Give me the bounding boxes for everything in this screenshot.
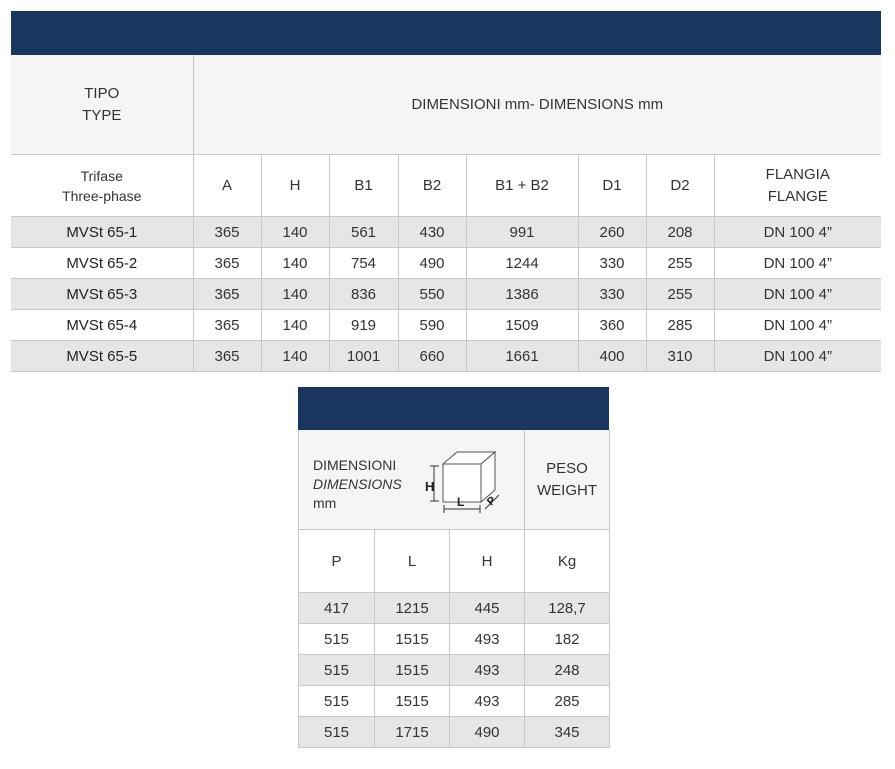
col-header-b1-b2: B1 + B2 [466, 155, 578, 217]
value-kg: 128,7 [525, 593, 610, 624]
packaging-table-banner [298, 387, 609, 430]
box-dimensions-icon [425, 447, 509, 517]
value-d2: 255 [646, 279, 714, 310]
flange-header-it: FLANGIA [765, 165, 830, 183]
phase-header-it: Trifase [80, 167, 123, 184]
type-header-en: TYPE [82, 106, 122, 124]
value-a: 365 [193, 279, 261, 310]
value-l: 1715 [375, 717, 450, 748]
value-b1-b2: 1661 [466, 341, 578, 372]
value-h: 140 [261, 248, 329, 279]
table-row [299, 686, 610, 717]
value-b1: 561 [329, 217, 398, 248]
value-b1-b2: 1509 [466, 310, 578, 341]
value-b1-b2: 991 [466, 217, 578, 248]
value-b1: 754 [329, 248, 398, 279]
table-row [299, 655, 610, 686]
value-flange: DN 100 4” [714, 341, 881, 372]
model-cell: MVSt 65-2 [11, 248, 193, 279]
value-l: 1215 [375, 593, 450, 624]
value-d1: 330 [578, 279, 646, 310]
value-p: 515 [299, 655, 375, 686]
value-d2: 285 [646, 310, 714, 341]
value-l: 1515 [375, 686, 450, 717]
value-h: 140 [261, 217, 329, 248]
packaging-grid [298, 430, 610, 748]
type-header-it: TIPO [84, 84, 120, 102]
table-row [299, 624, 610, 655]
value-flange: DN 100 4” [714, 279, 881, 310]
value-d1: 260 [578, 217, 646, 248]
weight-header [525, 430, 610, 530]
value-h: 490 [450, 717, 525, 748]
dimensions-subheader-row [11, 155, 881, 217]
value-h: 445 [450, 593, 525, 624]
value-kg: 182 [525, 624, 610, 655]
value-d2: 255 [646, 248, 714, 279]
table-row [299, 717, 610, 748]
value-p: 515 [299, 717, 375, 748]
flange-header [714, 155, 881, 217]
phase-header [11, 155, 193, 217]
value-h: 493 [450, 686, 525, 717]
flange-header-en: FLANGE [767, 187, 828, 205]
packaging-dim-en: DIMENSIONS [313, 476, 402, 492]
model-cell: MVSt 65-5 [11, 341, 193, 372]
box-label-l: L [457, 495, 465, 509]
col-header-kg: Kg [525, 530, 610, 593]
box-label-p: P [484, 494, 499, 509]
value-b1: 919 [329, 310, 398, 341]
weight-header-it: PESO [546, 459, 588, 477]
packaging-header-row [299, 430, 610, 530]
table-row [11, 217, 881, 248]
value-b1-b2: 1386 [466, 279, 578, 310]
value-b2: 430 [398, 217, 466, 248]
packaging-dimensions-header [299, 430, 525, 530]
col-header-b1: B1 [329, 155, 398, 217]
dimensions-header-row [11, 55, 881, 155]
packaging-dim-unit: mm [313, 495, 337, 511]
value-kg: 345 [525, 717, 610, 748]
dimensions-table-banner [11, 11, 881, 55]
value-h: 493 [450, 655, 525, 686]
table-row [11, 310, 881, 341]
col-header-b2: B2 [398, 155, 466, 217]
table-row [11, 248, 881, 279]
value-d1: 400 [578, 341, 646, 372]
value-l: 1515 [375, 655, 450, 686]
value-flange: DN 100 4” [714, 248, 881, 279]
dimensions-header: DIMENSIONI mm- DIMENSIONS mm [193, 55, 881, 155]
table-row [11, 341, 881, 372]
packaging-dim-it: DIMENSIONI [313, 457, 397, 473]
packaging-table [298, 387, 609, 747]
value-b2: 550 [398, 279, 466, 310]
table-row [11, 279, 881, 310]
value-b2: 660 [398, 341, 466, 372]
box-label-h: H [425, 479, 435, 494]
value-d2: 208 [646, 217, 714, 248]
dimensions-table [11, 11, 881, 373]
model-cell: MVSt 65-3 [11, 279, 193, 310]
value-h: 140 [261, 341, 329, 372]
value-a: 365 [193, 310, 261, 341]
value-p: 417 [299, 593, 375, 624]
packaging-subheader-row [299, 530, 610, 593]
value-b2: 590 [398, 310, 466, 341]
col-header-d2: D2 [646, 155, 714, 217]
col-header-a: A [193, 155, 261, 217]
value-b1: 1001 [329, 341, 398, 372]
value-flange: DN 100 4” [714, 310, 881, 341]
value-p: 515 [299, 686, 375, 717]
type-header [11, 55, 193, 155]
value-kg: 248 [525, 655, 610, 686]
value-h: 140 [261, 279, 329, 310]
value-kg: 285 [525, 686, 610, 717]
value-b1: 836 [329, 279, 398, 310]
model-cell: MVSt 65-4 [11, 310, 193, 341]
value-d2: 310 [646, 341, 714, 372]
value-d1: 360 [578, 310, 646, 341]
value-a: 365 [193, 341, 261, 372]
value-flange: DN 100 4” [714, 217, 881, 248]
col-header-h: H [261, 155, 329, 217]
weight-header-en: WEIGHT [537, 481, 598, 499]
value-b1-b2: 1244 [466, 248, 578, 279]
value-l: 1515 [375, 624, 450, 655]
col-header-p: P [299, 530, 375, 593]
value-a: 365 [193, 217, 261, 248]
value-h: 140 [261, 310, 329, 341]
table-row [299, 593, 610, 624]
dimensions-grid [11, 55, 881, 372]
col-header-l: L [375, 530, 450, 593]
col-header-h: H [450, 530, 525, 593]
phase-header-en: Three-phase [62, 187, 142, 204]
value-b2: 490 [398, 248, 466, 279]
col-header-d1: D1 [578, 155, 646, 217]
value-h: 493 [450, 624, 525, 655]
model-cell: MVSt 65-1 [11, 217, 193, 248]
value-d1: 330 [578, 248, 646, 279]
value-a: 365 [193, 248, 261, 279]
value-p: 515 [299, 624, 375, 655]
